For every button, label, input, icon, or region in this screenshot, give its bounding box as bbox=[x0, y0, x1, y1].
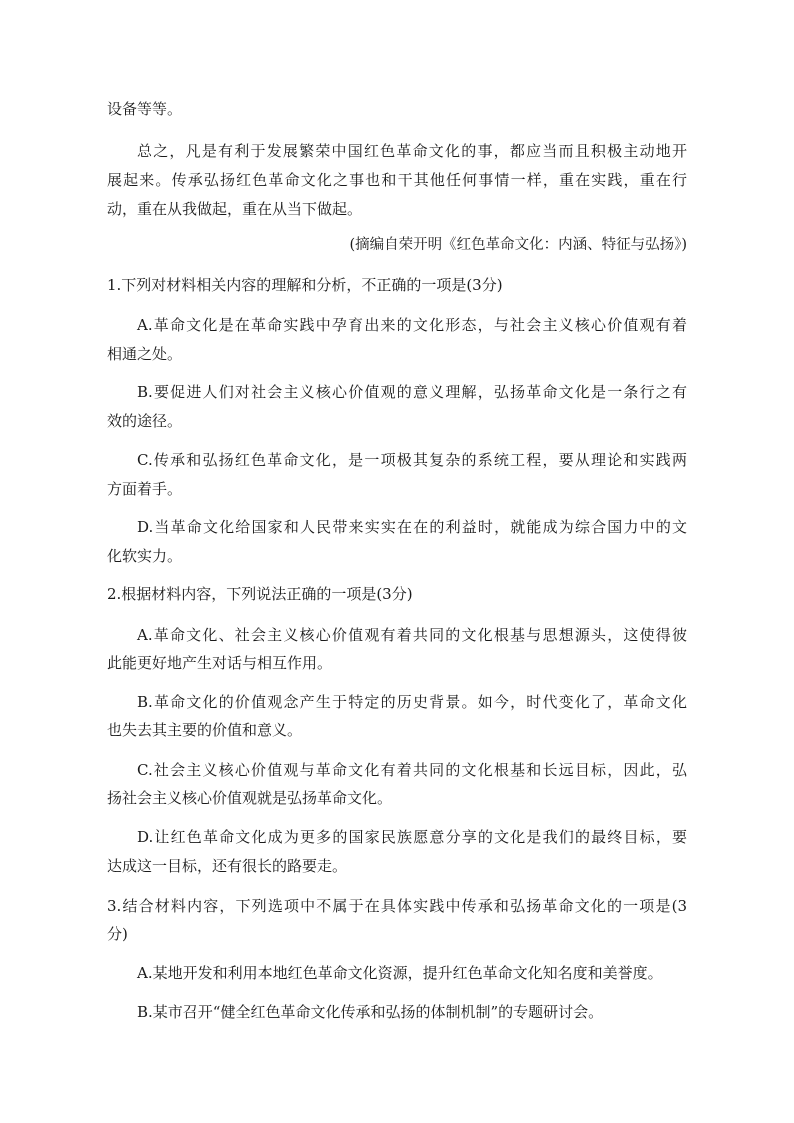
q1-option-d-line-2: 化软实力。 bbox=[107, 547, 183, 565]
question-1-stem: 1.下列对材料相关内容的理解和分析，不正确的一项是(3分) bbox=[107, 276, 503, 294]
q2-option-a-line-1: A.革命文化、社会主义核心价值观有着共同的文化根基与思想源头，这使得彼 bbox=[137, 626, 687, 644]
q2-option-b-line-1: B.革命文化的价值观念产生于特定的历史背景。如今，时代变化了，革命文化 bbox=[137, 693, 687, 711]
q1-option-a-line-2: 相通之处。 bbox=[107, 345, 183, 363]
q2-option-d-line-2: 达成这一目标，还有很长的路要走。 bbox=[107, 857, 348, 875]
question-3-stem-line-1: 3.结合材料内容，下列选项中不属于在具体实践中传承和弘扬革命文化的一项是(3 bbox=[107, 897, 687, 915]
q1-option-b-line-1: B.要促进人们对社会主义核心价值观的意义理解，弘扬革命文化是一条行之有 bbox=[137, 383, 687, 401]
question-2-stem: 2.根据材料内容，下列说法正确的一项是(3分) bbox=[107, 585, 413, 603]
q2-option-d-line-1: D.让红色革命文化成为更多的国家民族愿意分享的文化是我们的最终目标，要 bbox=[137, 828, 687, 846]
q1-option-c-line-2: 方面着手。 bbox=[107, 480, 183, 498]
q3-option-b: B.某市召开“健全红色革命文化传承和弘扬的体制机制”的专题研讨会。 bbox=[137, 1003, 604, 1021]
q2-option-b-line-2: 也失去其主要的价值和意义。 bbox=[107, 721, 303, 739]
q2-option-c-line-2: 扬社会主义核心价值观就是弘扬革命文化。 bbox=[107, 789, 393, 807]
q2-option-c-line-1: C.社会主义核心价值观与革命文化有着共同的文化根基和长远目标，因此，弘 bbox=[137, 761, 687, 779]
summary-line-1: 总之，凡是有利于发展繁荣中国红色革命文化的事，都应当而且积极主动地开 bbox=[137, 142, 687, 160]
q1-option-c-line-1: C.传承和弘扬红色革命文化，是一项极其复杂的系统工程，要从理论和实践两 bbox=[137, 451, 687, 469]
q1-option-a-line-1: A.革命文化是在革命实践中孕育出来的文化形态，与社会主义核心价值观有着 bbox=[137, 316, 687, 334]
summary-line-3: 动，重在从我做起，重在从当下做起。 bbox=[107, 200, 363, 218]
summary-line-2: 展起来。传承弘扬红色革命文化之事也和干其他任何事情一样，重在实践，重在行 bbox=[107, 171, 687, 189]
question-3-stem-line-2: 分) bbox=[107, 925, 128, 943]
q1-option-d-line-1: D.当革命文化给国家和人民带来实实在在的利益时，就能成为综合国力中的文 bbox=[137, 518, 687, 536]
q2-option-a-line-2: 此能更好地产生对话与相互作用。 bbox=[107, 654, 333, 672]
passage-line-prev-end: 设备等等。 bbox=[107, 100, 183, 118]
q1-option-b-line-2: 效的途径。 bbox=[107, 412, 183, 430]
source-citation: (摘编自荣开明《红色革命文化：内涵、特征与弘扬》) bbox=[349, 237, 687, 253]
q3-option-a: A.某地开发和利用本地红色革命文化资源，提升红色革命文化知名度和美誉度。 bbox=[137, 964, 663, 982]
